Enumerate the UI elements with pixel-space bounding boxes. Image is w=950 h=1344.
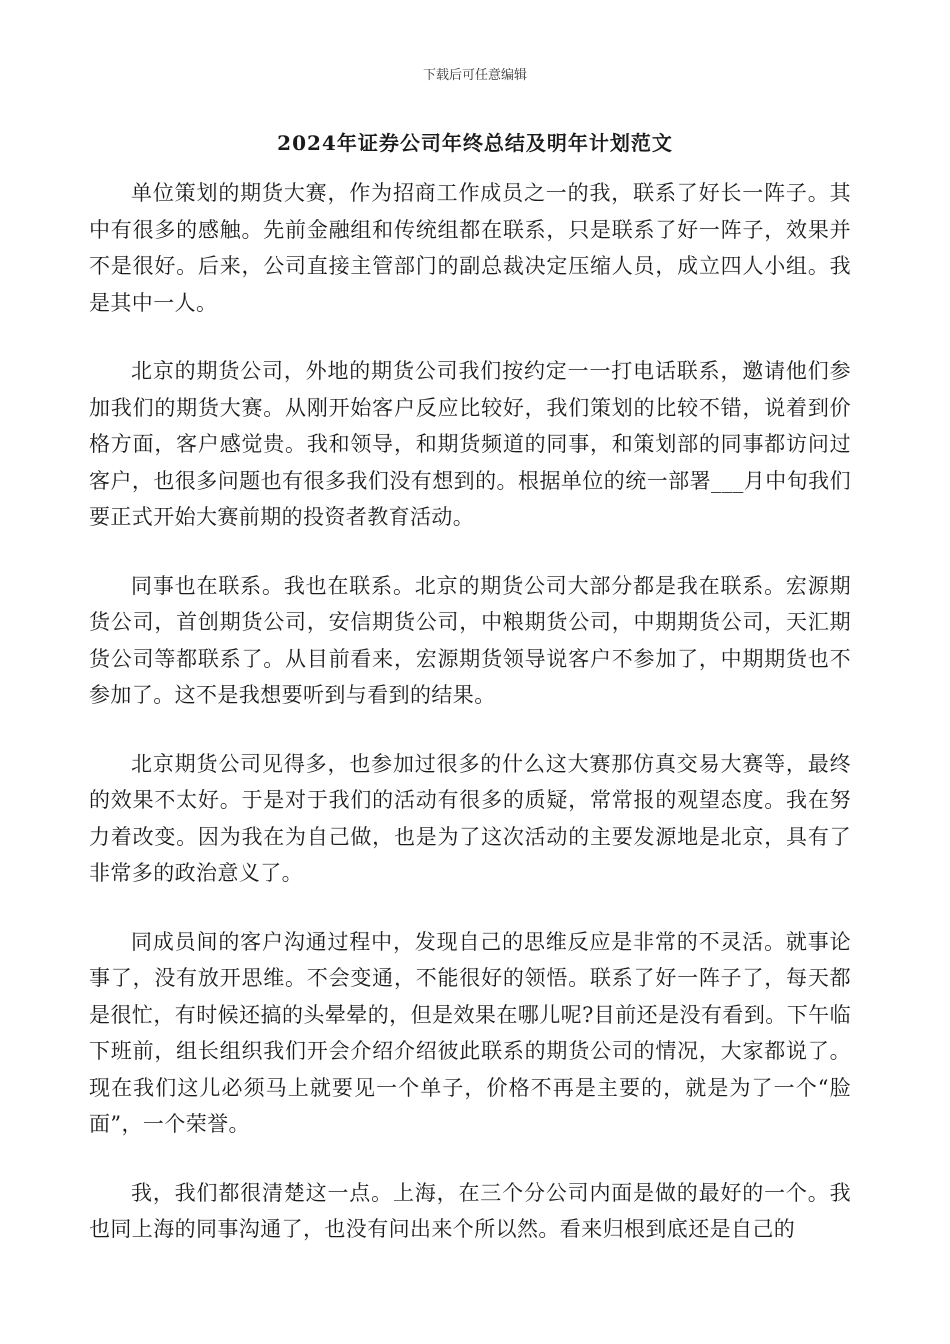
paragraph-2: 北京的期货公司，外地的期货公司我们按约定一一打电话联系，邀请他们参加我们的期货大赛。从刚开始客户反应比较好，我们策划的比较不错，说着到价格方面，客户感觉贵。我和领导，和期货频道的同事，和策划部的同事都访问过客户，也很多问题也有很多我们没有想到的。根据单位的统一部署___月中旬我们要正式开始大赛前期的投资者教育活动。: [89, 359, 851, 529]
document-body: [89, 175, 851, 1280]
paragraph-4: 北京期货公司见得多，也参加过很多的什么这大赛那仿真交易大赛等，最终的效果不太好。于是对于我们的活动有很多的质疑，常常报的观望态度。我在努力着改变。因为我在为自己做，也是为了这次活动的主要发源地是北京，具有了非常多的政治意义了。: [89, 751, 851, 885]
paragraph-5: 同成员间的客户沟通过程中，发现自己的思维反应是非常的不灵活。就事论事了，没有放开思维。不会变通，不能很好的领悟。联系了好一阵子了，每天都是很忙，有时候还搞的头晕晕的，但是效果在哪儿呢?目前还是没有看到。下午临下班前，组长组织我们开会介绍介绍彼此联系的期货公司的情况，大家都说了。现在我们这儿必须马上就要见一个单子，价格不再是主要的，就是为了一个“脸面”，一个荣誉。: [89, 929, 851, 1136]
document-title: 2024年证券公司年终总结及明年计划范文: [277, 131, 673, 155]
header-note: 下载后可任意编辑: [422, 68, 527, 83]
paragraph-1: 单位策划的期货大赛，作为招商工作成员之一的我，联系了好长一阵子。其中有很多的感触。先前金融组和传统组都在联系，只是联系了好一阵子，效果并不是很好。后来，公司直接主管部门的副总裁决定压缩人员，成立四人小组。我是其中一人。: [89, 181, 851, 315]
paragraph-3: 同事也在联系。我也在联系。北京的期货公司大部分都是我在联系。宏源期货公司，首创期货公司，安信期货公司，中粮期货公司，中期期货公司，天汇期货公司等都联系了。从目前看来，宏源期货领导说客户不参加了，中期期货也不参加了。这不是我想要听到与看到的结果。: [89, 573, 851, 707]
paragraph-6: 我，我们都很清楚这一点。上海，在三个分公司内面是做的最好的一个。我也同上海的同事沟通了，也没有问出来个所以然。看来归根到底还是自己的: [89, 1180, 851, 1241]
